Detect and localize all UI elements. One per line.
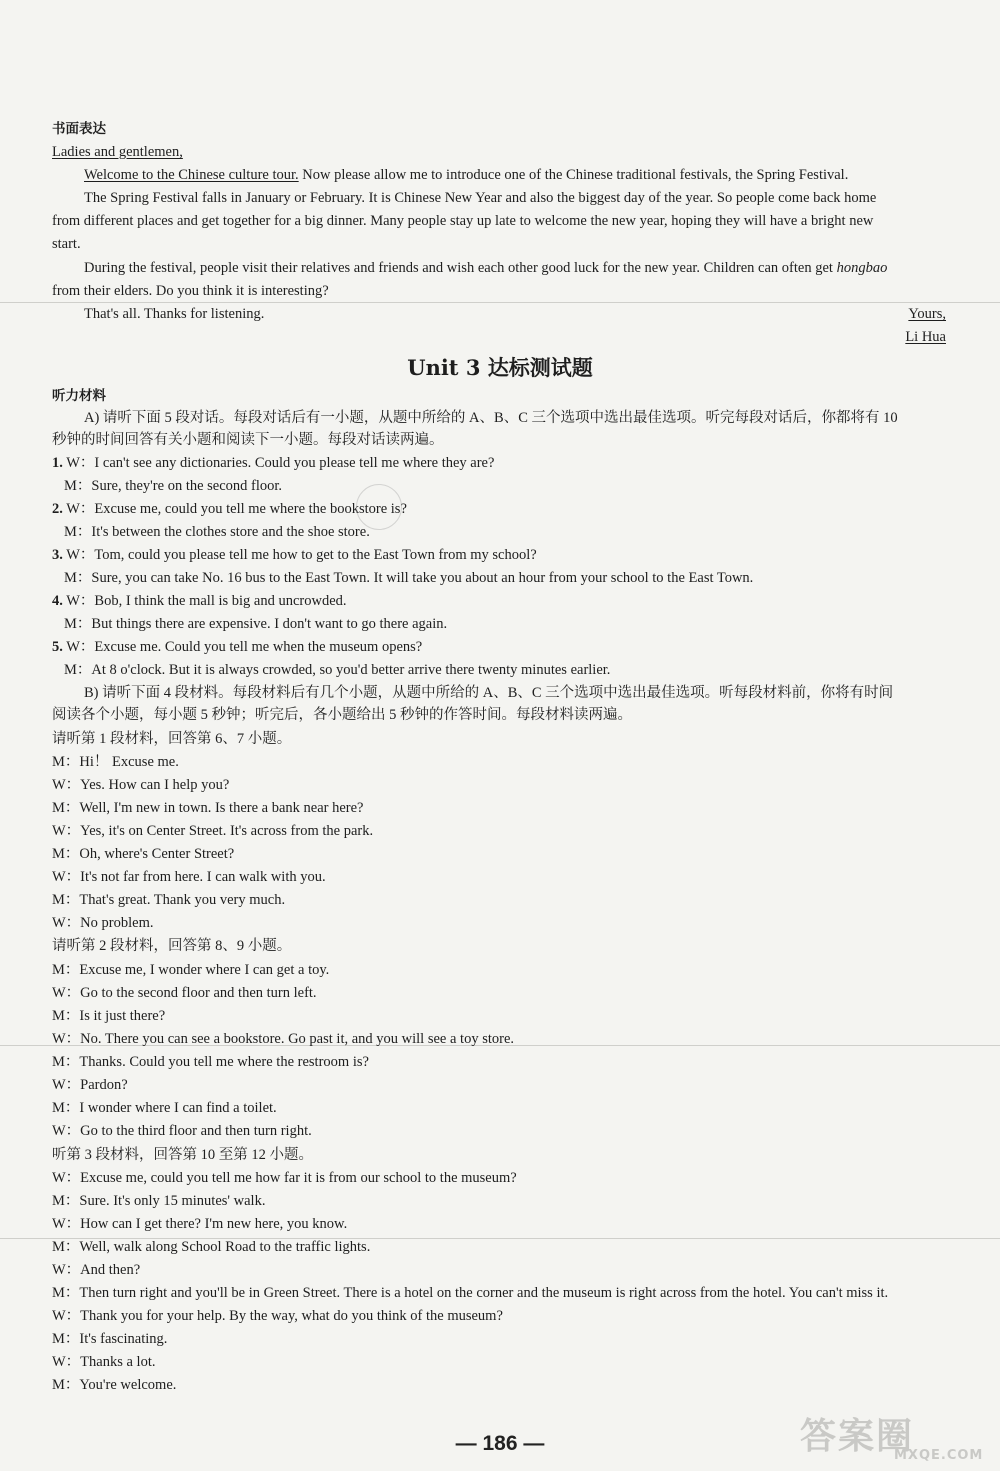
question-number: 5. (52, 639, 63, 655)
dialogue-line: W：Thanks a lot. (52, 1354, 156, 1370)
watermark-url: MXQE.COM (894, 1448, 984, 1463)
dialogue-line: M：But things there are expensive. I don't want to go there again. (64, 616, 448, 632)
dialogue-line: M：Is it just there? (52, 1008, 166, 1024)
underlined-sentence: Welcome to the Chinese culture tour. (84, 167, 299, 183)
italic-word: hongbao (836, 260, 888, 276)
dialogue-line: M：Sure, they're on the second floor. (64, 478, 283, 494)
dialogue-line: M：Hi！ Excuse me. (52, 754, 179, 770)
sentence-text: During the festival, people visit their relatives and friends and wish each other good luck for the new year. Children can often get (84, 260, 837, 276)
dialogue-line: M：Sure. It's only 15 minutes' walk. (52, 1193, 266, 1209)
question-number: 4. (52, 593, 63, 609)
dialogue-line (52, 545, 537, 565)
dialogue-line: M：Well, walk along School Road to the traffic lights. (52, 1239, 371, 1255)
faint-stamp-mark (356, 484, 402, 530)
paragraph-line: The Spring Festival falls in January or February. It is Chinese New Year and also the biggest day of the year. So people come back home (84, 190, 877, 206)
speaker-line: W：Bob, I think the mall is big and uncrowded. (62, 593, 347, 609)
speaker-line: W：Excuse me. Could you tell me when the museum opens? (62, 639, 423, 655)
writing-heading: 书面表达 (52, 121, 106, 137)
sentence-text: Now please allow me to introduce one of the Chinese traditional festivals, the Spring Festival. (298, 167, 849, 183)
unit-title: Unit 3 达标测试题 (407, 355, 593, 380)
paragraph-line: start. (52, 236, 81, 252)
dialogue-line: M：At 8 o'clock. But it is always crowded, so you'd better arrive there twenty minutes earlier. (64, 662, 611, 678)
dialogue-line: M：It's between the clothes store and the shoe store. (64, 524, 370, 540)
dialogue-line: M：Excuse me, I wonder where I can get a toy. (52, 962, 330, 978)
dialogue-line: W：Go to the second floor and then turn left. (52, 985, 317, 1001)
dialogue-line: W：It's not far from here. I can walk with you. (52, 869, 326, 885)
dialogue-line: M：It's fascinating. (52, 1331, 168, 1347)
dialogue-line: W：And then? (52, 1262, 141, 1278)
dialogue-line: W：Go to the third floor and then turn right. (52, 1123, 312, 1139)
dialogue-line (52, 591, 347, 611)
paragraph-line (52, 165, 848, 185)
question-number: 3. (52, 547, 63, 563)
speaker-line: W：I can't see any dictionaries. Could you please tell me where they are? (62, 455, 495, 471)
dialogue-line (52, 453, 494, 473)
dialogue-line: W：Yes, it's on Center Street. It's across from the park. (52, 823, 374, 839)
letter-greeting: Ladies and gentlemen, (52, 144, 183, 160)
letter-closing: Yours, (908, 306, 946, 322)
dialogue-line: W：No problem. (52, 915, 154, 931)
dialogue-line: M：I wonder where I can find a toilet. (52, 1100, 277, 1116)
watermark-text: 答案圈 (800, 1416, 915, 1457)
page-number: — 186 — (455, 1432, 545, 1455)
dialogue-line: W：How can I get there? I'm new here, you know. (52, 1216, 348, 1232)
dialogue-line: M：Well, I'm new in town. Is there a bank near here? (52, 800, 364, 816)
dialogue-line: M：Sure, you can take No. 16 bus to the East Town. It will take you about an hour from your school to the East Town. (64, 570, 754, 586)
dialogue-line: M：Thanks. Could you tell me where the restroom is? (52, 1054, 369, 1070)
scan-line (0, 302, 1000, 303)
question-number: 2. (52, 501, 63, 517)
paragraph-line: from their elders. Do you think it is interesting? (52, 283, 329, 299)
instruction-line: 秒钟的时间回答有关小题和阅读下一小题。每段对话读两遍。 (52, 432, 444, 448)
dialogue-line: W：Pardon? (52, 1077, 128, 1093)
letter-signature: Li Hua (905, 329, 946, 345)
dialogue-line: M：That's great. Thank you very much. (52, 892, 286, 908)
dialogue-line: M：Oh, where's Center Street? (52, 846, 235, 862)
dialogue-line (52, 637, 422, 657)
dialogue-line: W：Excuse me, could you tell me how far it is from our school to the museum? (52, 1170, 517, 1186)
passage-intro: 请听第 2 段材料，回答第 8、9 小题。 (52, 938, 292, 954)
dialogue-line: M：You're welcome. (52, 1377, 177, 1393)
speaker-line: W：Tom, could you please tell me how to get to the East Town from my school? (62, 547, 537, 563)
paragraph-line: That's all. Thanks for listening. (84, 306, 265, 322)
passage-intro: 听第 3 段材料，回答第 10 至第 12 小题。 (52, 1147, 313, 1163)
speaker-line: W：Excuse me, could you tell me where the bookstore is? (62, 501, 407, 517)
dialogue-line: W：Thank you for your help. By the way, what do you think of the museum? (52, 1308, 503, 1324)
instruction-line: B) 请听下面 4 段材料。每段材料后有几个小题，从题中所给的 A、B、C 三个选项中选出最佳选项。听每段材料前，你将有时间 (84, 685, 894, 701)
dialogue-line: W：No. There you can see a bookstore. Go past it, and you will see a toy store. (52, 1031, 515, 1047)
dialogue-line (52, 499, 407, 519)
dialogue-line: W：Yes. How can I help you? (52, 777, 230, 793)
paragraph-line (52, 258, 887, 278)
dialogue-line: M：Then turn right and you'll be in Green Street. There is a hotel on the corner and the museum is right across from the hotel. You can't miss it. (52, 1285, 889, 1301)
instruction-line: A) 请听下面 5 段对话。每段对话后有一小题，从题中所给的 A、B、C 三个选项中选出最佳选项。听完每段对话后，你都将有 10 (84, 410, 898, 426)
question-number: 1. (52, 455, 63, 471)
paragraph-line: from different places and get together for a big dinner. Many people stay up late to welcome the new year, hoping they will have a bright new (52, 213, 874, 229)
passage-intro: 请听第 1 段材料，回答第 6、7 小题。 (52, 731, 292, 747)
instruction-line: 阅读各个小题，每小题 5 秒钟；听完后，各小题给出 5 秒钟的作答时间。每段材料读两遍。 (52, 707, 632, 723)
listening-heading: 听力材料 (52, 388, 106, 404)
watermark-logo (800, 1408, 990, 1463)
